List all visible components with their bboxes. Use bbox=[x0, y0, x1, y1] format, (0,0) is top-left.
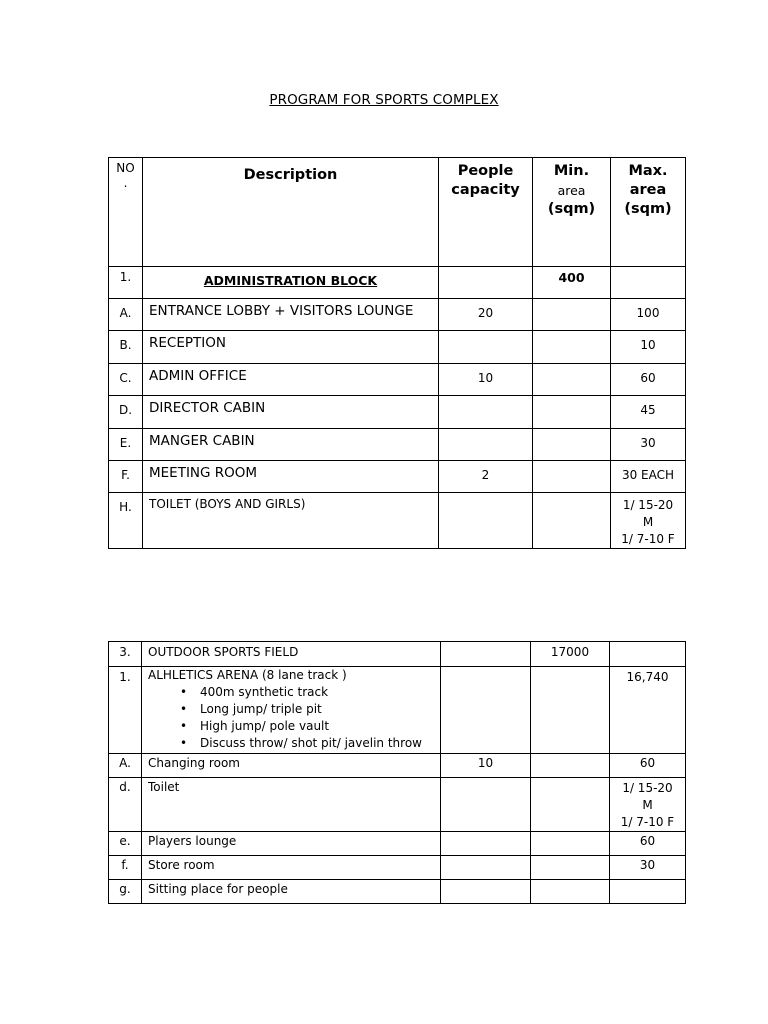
cell-min-area bbox=[531, 667, 610, 754]
athletics-facilities-list bbox=[148, 684, 440, 752]
header-min-line3: (sqm) bbox=[547, 201, 596, 217]
header-max-line1: Max. bbox=[628, 163, 668, 179]
cell-people bbox=[441, 880, 531, 904]
cell-max-area: 30 EACH bbox=[611, 461, 686, 493]
cell-no: A. bbox=[109, 754, 142, 778]
table-row bbox=[109, 429, 686, 461]
cell-min-area bbox=[533, 461, 611, 493]
table-row bbox=[109, 396, 686, 429]
cell-description: MANGER CABIN bbox=[143, 429, 439, 461]
page-title: PROGRAM FOR SPORTS COMPLEX bbox=[269, 92, 499, 108]
table-row-athletics bbox=[109, 667, 686, 754]
cell-description: MEETING ROOM bbox=[143, 461, 439, 493]
table-row-toilet bbox=[109, 493, 686, 549]
cell-description: Players lounge bbox=[142, 832, 441, 856]
cell-no: d. bbox=[109, 778, 142, 832]
cell-people bbox=[439, 267, 533, 299]
cell-people bbox=[439, 493, 533, 549]
table-row bbox=[109, 331, 686, 364]
table-row bbox=[109, 832, 686, 856]
cell-max-area bbox=[610, 880, 686, 904]
list-item: • 400m synthetic track bbox=[200, 684, 440, 701]
cell-min-area bbox=[531, 856, 610, 880]
cell-no: 1. bbox=[109, 267, 143, 299]
header-description: Description bbox=[143, 158, 439, 267]
max-area-line3: 1/ 7-10 F bbox=[620, 815, 675, 829]
cell-people bbox=[441, 778, 531, 832]
cell-no: D. bbox=[109, 396, 143, 429]
cell-min-area bbox=[531, 880, 610, 904]
cell-description: ADMIN OFFICE bbox=[143, 364, 439, 396]
header-people-line1: People bbox=[457, 163, 514, 179]
cell-min-area bbox=[531, 754, 610, 778]
header-min-area bbox=[533, 158, 611, 267]
header-no-line1: NO bbox=[116, 161, 135, 175]
max-area-line3: 1/ 7-10 F bbox=[621, 532, 675, 546]
cell-min-area bbox=[533, 429, 611, 461]
cell-min-area bbox=[533, 331, 611, 364]
cell-people bbox=[441, 642, 531, 667]
cell-min-area: 17000 bbox=[531, 642, 610, 667]
table-row bbox=[109, 461, 686, 493]
cell-description: Store room bbox=[142, 856, 441, 880]
list-item: • Discuss throw/ shot pit/ javelin throw bbox=[200, 735, 440, 752]
cell-no: e. bbox=[109, 832, 142, 856]
outdoor-sports-table bbox=[108, 641, 686, 904]
max-area-line2: M bbox=[642, 515, 654, 529]
cell-min-area bbox=[531, 778, 610, 832]
cell-no: C. bbox=[109, 364, 143, 396]
table-row bbox=[109, 856, 686, 880]
table-row bbox=[109, 364, 686, 396]
cell-max-area bbox=[610, 778, 686, 832]
cell-min-area bbox=[533, 299, 611, 331]
cell-description: DIRECTOR CABIN bbox=[143, 396, 439, 429]
cell-no: f. bbox=[109, 856, 142, 880]
header-people-line2: capacity bbox=[451, 182, 520, 198]
cell-description: ENTRANCE LOBBY + VISITORS LOUNGE bbox=[143, 299, 439, 331]
cell-no: A. bbox=[109, 299, 143, 331]
cell-description: ADMINISTRATION BLOCK bbox=[143, 267, 439, 299]
cell-people bbox=[441, 667, 531, 754]
cell-description: RECEPTION bbox=[143, 331, 439, 364]
table-row bbox=[109, 880, 686, 904]
cell-max-area: 60 bbox=[611, 364, 686, 396]
cell-description: Sitting place for people bbox=[142, 880, 441, 904]
cell-people bbox=[441, 832, 531, 856]
athletics-title: ALHLETICS ARENA (8 lane track ) bbox=[148, 668, 347, 682]
table-row-section-admin bbox=[109, 267, 686, 299]
list-item: • Long jump/ triple pit bbox=[200, 701, 440, 718]
cell-max-area bbox=[610, 642, 686, 667]
max-area-line1: 1/ 15-20 bbox=[622, 781, 673, 795]
header-no bbox=[109, 158, 143, 267]
table-row-toilet bbox=[109, 778, 686, 832]
admin-block-table bbox=[108, 157, 686, 549]
header-no-line2: . bbox=[123, 176, 128, 190]
table-header-row bbox=[109, 158, 686, 267]
cell-people: 10 bbox=[439, 364, 533, 396]
cell-people bbox=[439, 429, 533, 461]
max-area-line1: 1/ 15-20 bbox=[622, 498, 674, 512]
cell-no: g. bbox=[109, 880, 142, 904]
cell-description: Changing room bbox=[142, 754, 441, 778]
max-area-line2: M bbox=[642, 798, 653, 812]
cell-max-area: 30 bbox=[610, 856, 686, 880]
cell-max-area: 10 bbox=[611, 331, 686, 364]
cell-min-area bbox=[533, 364, 611, 396]
cell-min-area: 400 bbox=[533, 267, 611, 299]
cell-max-area bbox=[611, 267, 686, 299]
table-row bbox=[109, 754, 686, 778]
header-max-line2: area bbox=[629, 182, 667, 198]
header-max-area bbox=[611, 158, 686, 267]
list-item: • High jump/ pole vault bbox=[200, 718, 440, 735]
cell-description: Toilet bbox=[142, 778, 441, 832]
cell-min-area bbox=[533, 493, 611, 549]
cell-max-area: 16,740 bbox=[610, 667, 686, 754]
cell-min-area bbox=[531, 832, 610, 856]
cell-max-area bbox=[611, 493, 686, 549]
cell-max-area: 60 bbox=[610, 754, 686, 778]
header-min-line2: area bbox=[557, 183, 586, 198]
cell-people bbox=[439, 331, 533, 364]
cell-people: 2 bbox=[439, 461, 533, 493]
header-max-line3: (sqm) bbox=[624, 201, 672, 217]
cell-no: E. bbox=[109, 429, 143, 461]
header-min-line1: Min. bbox=[553, 163, 590, 179]
cell-max-area: 30 bbox=[611, 429, 686, 461]
cell-min-area bbox=[533, 396, 611, 429]
header-people-capacity bbox=[439, 158, 533, 267]
cell-people: 20 bbox=[439, 299, 533, 331]
cell-max-area: 100 bbox=[611, 299, 686, 331]
cell-no: F. bbox=[109, 461, 143, 493]
cell-max-area: 45 bbox=[611, 396, 686, 429]
cell-no: H. bbox=[109, 493, 143, 549]
table-row-section-outdoor bbox=[109, 642, 686, 667]
cell-description bbox=[142, 667, 441, 754]
cell-people bbox=[439, 396, 533, 429]
cell-no: 1. bbox=[109, 667, 142, 754]
table-row bbox=[109, 299, 686, 331]
cell-no: B. bbox=[109, 331, 143, 364]
cell-people: 10 bbox=[441, 754, 531, 778]
cell-max-area: 60 bbox=[610, 832, 686, 856]
cell-description: TOILET (BOYS AND GIRLS) bbox=[143, 493, 439, 549]
cell-people bbox=[441, 856, 531, 880]
cell-no: 3. bbox=[109, 642, 142, 667]
cell-description: OUTDOOR SPORTS FIELD bbox=[142, 642, 441, 667]
